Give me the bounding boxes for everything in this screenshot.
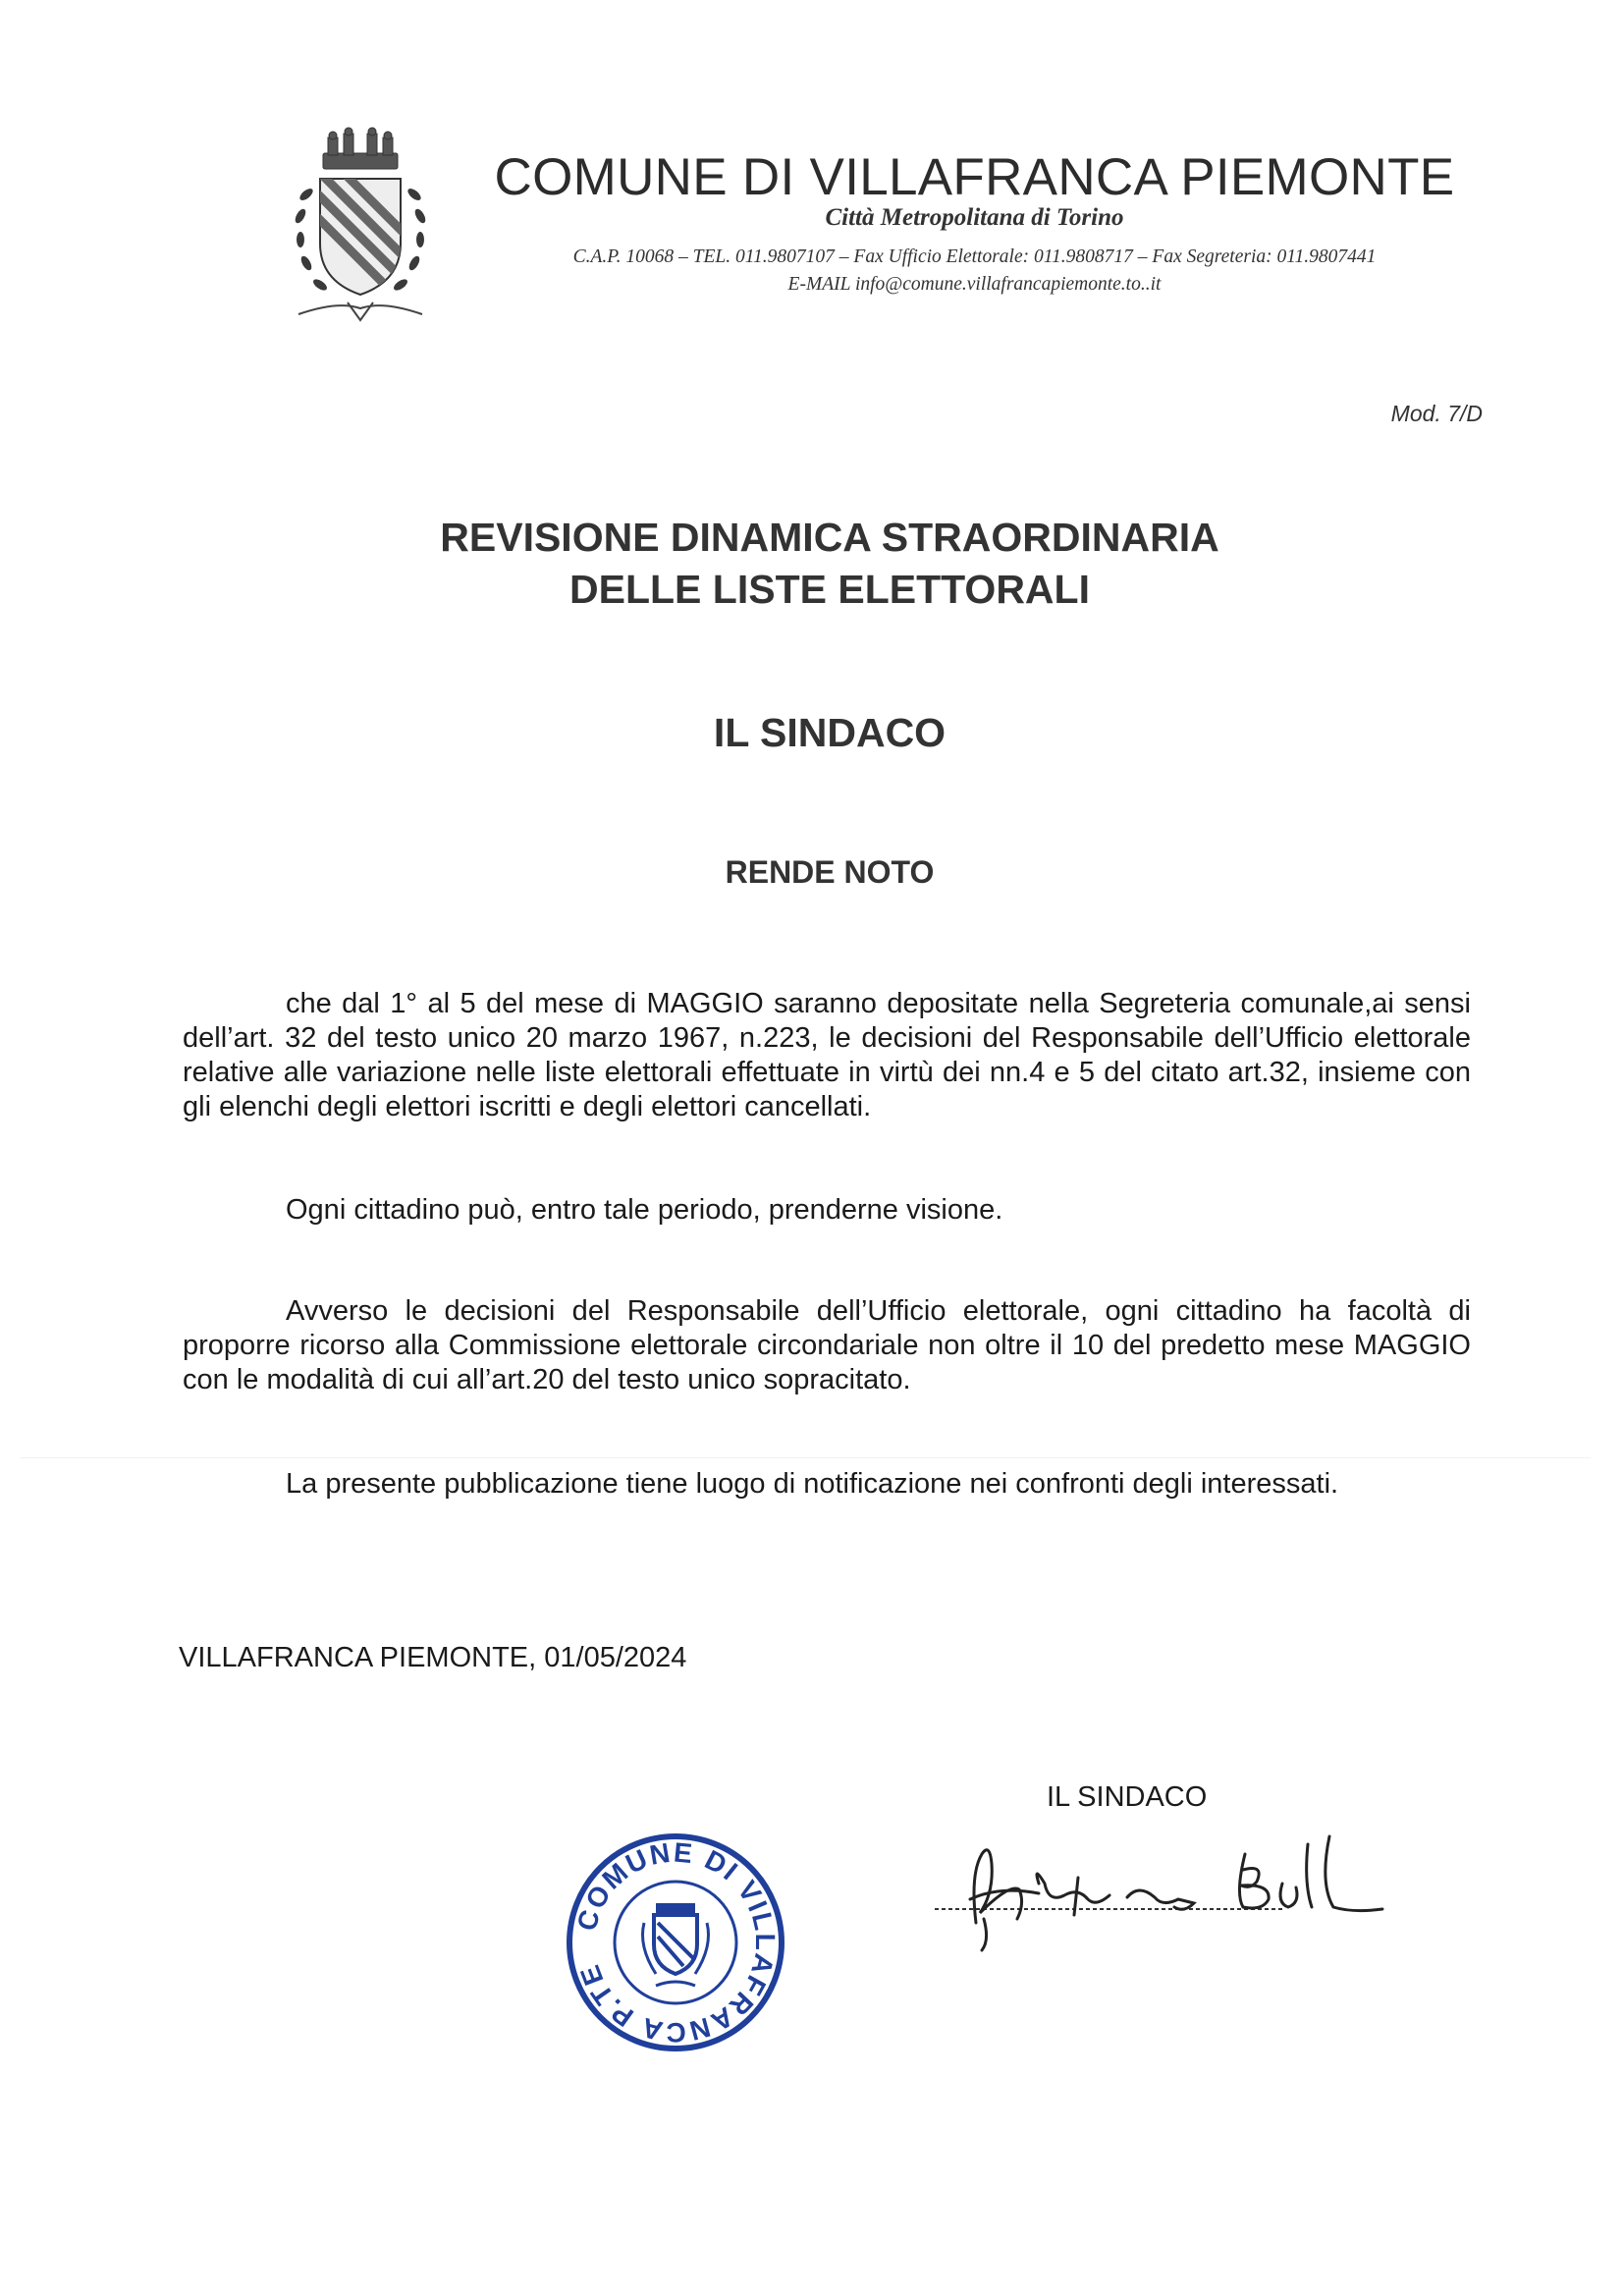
paragraph	[183, 987, 1471, 1124]
issuer-heading: IL SINDACO	[713, 710, 947, 755]
paragraph-text: La presente pubblicazione tiene luogo di notificazione nei confronti degli interessati.	[286, 1468, 1339, 1500]
paragraph	[183, 1294, 1471, 1397]
municipality-subtitle: Città Metropolitana di Torino	[825, 204, 1124, 231]
stamp-text: COMUNE DI VILLAFRANCA P.TE	[570, 1836, 782, 2049]
paragraph	[183, 1193, 1471, 1228]
municipal-stamp-icon	[562, 1829, 789, 2056]
contact-block	[491, 244, 1458, 299]
scan-artifact-line	[20, 1457, 1591, 1458]
signer-title: IL SINDACO	[1047, 1781, 1208, 1813]
model-code: Mod. 7/D	[1390, 401, 1483, 426]
handwritten-signature-icon	[931, 1825, 1392, 1952]
contact-line: C.A.P. 10068 – TEL. 011.9807107 – Fax Ufficio Elettorale: 011.9808717 – Fax Segreteria: 011.9807441	[572, 246, 1377, 267]
paragraph	[183, 1467, 1471, 1502]
document-title-line-2: DELLE LISTE ELETTORALI	[569, 567, 1090, 612]
paragraph-text: Ogni cittadino può, entro tale periodo, prenderne visione.	[286, 1194, 1003, 1226]
paragraph-text: che dal 1° al 5 del mese di MAGGIO saranno depositate nella Segreteria comunale,ai sensi dell’art. 32 del testo unico 20 marzo 1967, n.223, le decisioni del Responsabile dell’Ufficio elettorale relative alle variazione nelle liste elettorali effettuate in virtù dei nn.4 e 5 del citato art.32, insieme con gli elenchi degli elettori iscritti e degli elettori cancellati.	[183, 988, 1471, 1122]
document-title-line-1: REVISIONE DINAMICA STRAORDINARIA	[440, 515, 1219, 560]
coat-of-arms-icon	[279, 126, 442, 327]
place-and-date: VILLAFRANCA PIEMONTE, 01/05/2024	[179, 1642, 687, 1673]
paragraph-text: Avverso le decisioni del Responsabile dell’Ufficio elettorale, ogni cittadino ha facoltà di proporre ricorso alla Commissione elettorale circondariale non oltre il 10 del predetto mese MAGGIO con le modalità di cui all’art.20 del testo unico sopracitato.	[183, 1295, 1471, 1395]
announcement-heading: RENDE NOTO	[725, 854, 935, 890]
municipality-name: COMUNE DI VILLAFRANCA PIEMONTE	[494, 148, 1455, 206]
email-line: E-MAIL info@comune.villafrancapiemonte.to..it	[787, 274, 1162, 295]
